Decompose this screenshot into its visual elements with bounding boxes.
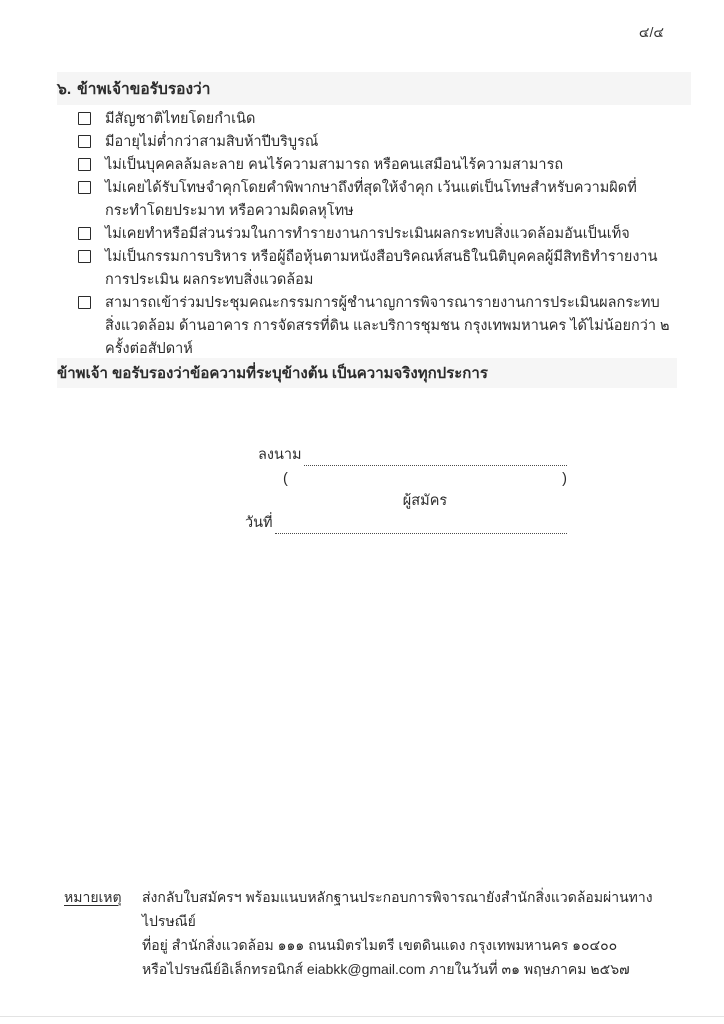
- checklist-item: [78, 177, 670, 223]
- close-paren: ): [562, 471, 567, 487]
- checkbox-label: มีอายุไม่ต่ำกว่าสามสิบห้าปีบริบูรณ์: [105, 134, 319, 150]
- open-paren: (: [283, 471, 288, 487]
- checkbox-age-requirement[interactable]: [78, 135, 91, 148]
- checkbox-label: มีสัญชาติไทยโดยกำเนิด: [105, 111, 256, 127]
- checklist-item: [78, 292, 670, 361]
- date-line[interactable]: [275, 518, 567, 534]
- footnote-label: หมายเหตุ: [64, 889, 122, 905]
- date-row: [245, 512, 567, 534]
- checkbox-label: ไม่เคยได้รับโทษจำคุกโดยคำพิพากษาถึงที่สุดให้จำคุก เว้นแต่เป็นโทษสำหรับความผิดที่กระทำโดยประมาท หรือความผิดลหุโทษ: [105, 180, 637, 219]
- footnote-line: ส่งกลับใบสมัครฯ พร้อมแนบหลักฐานประกอบการพิจารณายังสำนักสิ่งแวดล้อมผ่านทางไปรษณีย์: [142, 889, 653, 929]
- certification-checklist: [78, 108, 670, 361]
- checklist-item: [78, 131, 670, 154]
- scan-edge-artifact: [0, 1016, 724, 1017]
- checkbox-meeting-attendance[interactable]: [78, 296, 91, 309]
- checklist-item: [78, 154, 670, 177]
- checklist-item: [78, 246, 670, 292]
- footnote-line: หรือไปรษณีย์อิเล็กทรอนิกส์ eiabkk@gmail.com ภายในวันที่ ๓๑ พฤษภาคม ๒๕๖๗: [142, 961, 630, 977]
- checkbox-no-imprisonment[interactable]: [78, 181, 91, 194]
- signature-line[interactable]: [304, 450, 567, 466]
- checkbox-label: ไม่เป็นบุคคลล้มละลาย คนไร้ความสามารถ หรือคนเสมือนไร้ความสามารถ: [105, 157, 564, 173]
- checkbox-not-bankrupt[interactable]: [78, 158, 91, 171]
- checkbox-label: ไม่เคยทำหรือมีส่วนร่วมในการทำรายงานการประเมินผลกระทบสิ่งแวดล้อมอันเป็นเท็จ: [105, 226, 630, 242]
- date-label: วันที่: [245, 515, 273, 531]
- signer-role: ผู้สมัคร: [402, 493, 448, 509]
- section-header: [57, 72, 691, 105]
- declaration-statement: ข้าพเจ้า ขอรับรองว่าข้อความที่ระบุข้างต้น เป็นความจริงทุกประการ: [57, 358, 677, 388]
- signature-label: ลงนาม: [258, 447, 302, 463]
- footnote-lines: [136, 885, 674, 981]
- checkbox-not-board-member[interactable]: [78, 250, 91, 263]
- name-paren-row: [245, 468, 567, 490]
- footnote-line: ที่อยู่ สำนักสิ่งแวดล้อม ๑๑๑ ถนนมิตรไมตรี เขตดินแดง กรุงเทพมหานคร ๑๐๔๐๐: [142, 937, 618, 953]
- checkbox-label: สามารถเข้าร่วมประชุมคณะกรรมการผู้ชำนาญการพิจารณารายงานการประเมินผลกระทบสิ่งแวดล้อม ด้านอาคาร การจัดสรรที่ดิน และบริการชุมชน กรุงเทพมหานคร ได้ไม่น้อยกว่า ๒ ครั้งต่อสัปดาห์: [105, 295, 670, 357]
- signature-row: [245, 444, 567, 466]
- section-number: ๖.: [57, 81, 72, 98]
- footnote: [64, 885, 674, 981]
- checkbox-thai-nationality[interactable]: [78, 112, 91, 125]
- checkbox-label: ไม่เป็นกรรมการบริหาร หรือผู้ถือหุ้นตามหนังสือบริคณห์สนธิในนิติบุคคลผู้มีสิทธิทำรายงานการประเมิน ผลกระทบสิ่งแวดล้อม: [105, 249, 658, 288]
- section-title: ข้าพเจ้าขอรับรองว่า: [77, 81, 211, 98]
- checkbox-no-false-report[interactable]: [78, 227, 91, 240]
- signature-block: [245, 444, 567, 534]
- checklist-item: [78, 223, 670, 246]
- page-number: ๔/๔: [638, 24, 664, 40]
- checklist-item: [78, 108, 670, 131]
